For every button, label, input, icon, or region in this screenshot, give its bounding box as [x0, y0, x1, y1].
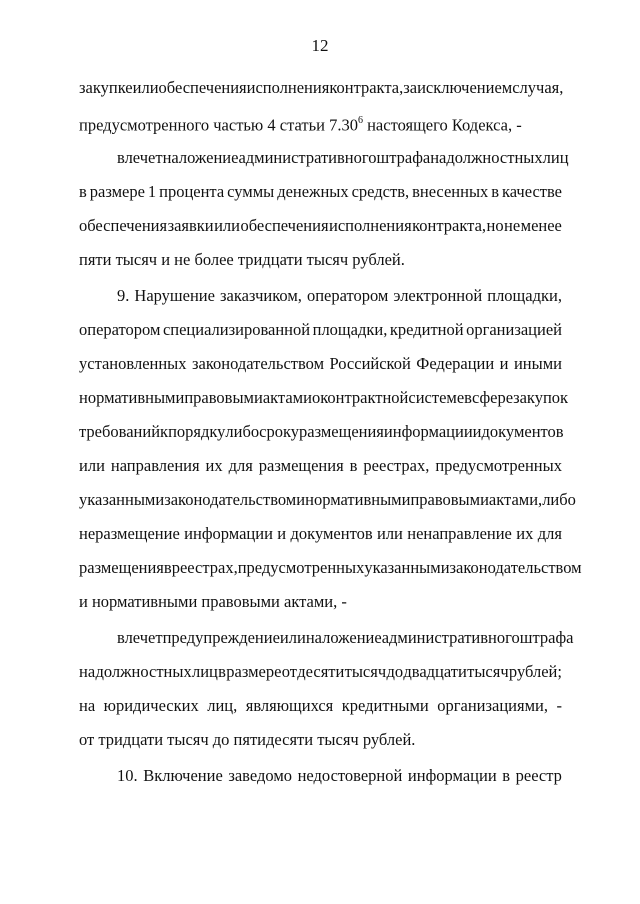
word: актами [262, 388, 312, 407]
word: заказчиком, [219, 286, 302, 305]
word: на [79, 696, 96, 715]
word: реестрах, [171, 558, 238, 577]
word: иными [513, 354, 562, 373]
word: контракта, [329, 78, 404, 97]
word: нормативными [79, 388, 185, 407]
word: кредитной [389, 320, 464, 339]
word: оператором [79, 320, 161, 339]
word: о [311, 388, 321, 407]
word: контрактной [320, 388, 409, 407]
text-line [117, 148, 569, 168]
word: ненаправление [407, 524, 512, 543]
word: случая, [512, 78, 564, 97]
word: установленных [79, 354, 187, 373]
word: или [376, 524, 403, 543]
word: в [79, 182, 87, 201]
word: документов [481, 422, 564, 441]
word: площадки, [487, 286, 562, 305]
word: лиц, [207, 696, 238, 715]
text-line [117, 766, 562, 786]
word: обеспечения [79, 216, 168, 235]
word: на [79, 662, 96, 681]
word: законодательством [449, 558, 582, 577]
word: предусмотренных [237, 558, 365, 577]
text-line [79, 388, 569, 408]
word: за [403, 78, 418, 97]
text-line [117, 286, 562, 306]
word: размещения [299, 422, 384, 441]
word: в [218, 662, 226, 681]
word: но [486, 216, 504, 235]
word: в [349, 456, 358, 475]
word: специализированной [162, 320, 311, 339]
word: десяти [297, 662, 345, 681]
word: 9. [117, 286, 130, 305]
word: размере [226, 662, 282, 681]
word: направления [110, 456, 200, 475]
word: в [502, 766, 511, 785]
word: рублей; [508, 662, 562, 681]
word: реестр [515, 766, 562, 785]
word: штрафа [519, 628, 574, 647]
word: тысяч [344, 662, 387, 681]
word: реестрах, [363, 456, 430, 475]
word: площадки, [312, 320, 388, 339]
word: электронной [393, 286, 483, 305]
word: размере [89, 182, 145, 201]
word: средств, [351, 182, 410, 201]
text-line [79, 182, 562, 202]
word: и [277, 524, 287, 543]
word: обеспечения [240, 216, 329, 235]
word: и [296, 490, 306, 509]
superscript: 6 [357, 115, 363, 126]
word: организациями, [437, 696, 548, 715]
text-line [79, 354, 562, 374]
word: закупке [79, 78, 133, 97]
word: указанными [364, 558, 450, 577]
word: от [281, 662, 297, 681]
word: и [499, 354, 509, 373]
word: наложение [162, 148, 239, 167]
line-text: и нормативными правовыми актами, - [79, 592, 347, 611]
text-line [79, 662, 562, 682]
word: денежных [277, 182, 349, 201]
word: двадцати [403, 662, 467, 681]
text-line [79, 320, 562, 340]
word: указанными [79, 490, 165, 509]
word: размещения [258, 456, 344, 475]
word: неразмещение [79, 524, 180, 543]
word: недостоверной [297, 766, 403, 785]
word: в [464, 388, 472, 407]
word: заведомо [228, 766, 293, 785]
word: контракта, [412, 216, 487, 235]
text-line [79, 730, 562, 750]
word: или [79, 456, 105, 475]
word: лиц [191, 662, 218, 681]
word: нормативными [305, 490, 411, 509]
word: исключением [417, 78, 513, 97]
word: должностных [446, 148, 543, 167]
word: исполнения [246, 78, 330, 97]
line-text: предусмотренного частью 4 статьи 7.30 [79, 115, 358, 135]
word: законодательством [191, 354, 325, 373]
word: кредитными [341, 696, 429, 715]
line-text: пяти тысяч и не более тридцати тысяч рублей. [79, 250, 405, 269]
word: Федерации [416, 354, 495, 373]
word: информации [383, 422, 473, 441]
word: заявки [167, 216, 214, 235]
text-line [79, 524, 562, 544]
word: влечет [117, 148, 163, 167]
word: на [430, 148, 447, 167]
word: законодательством [164, 490, 297, 509]
word: их [516, 524, 534, 543]
text-line [79, 112, 562, 136]
word: к [160, 422, 169, 441]
text-line [79, 456, 562, 476]
word: либо [225, 422, 260, 441]
text-line [79, 422, 562, 442]
word: и [472, 422, 482, 441]
word: исполнения [329, 216, 412, 235]
word: до [386, 662, 404, 681]
word: информации [184, 524, 273, 543]
text-line [79, 216, 562, 236]
word: Российской [329, 354, 411, 373]
word: для [537, 524, 562, 543]
word: документов [290, 524, 373, 543]
word: тысяч [467, 662, 509, 681]
word: или [214, 216, 240, 235]
word: административного [238, 148, 377, 167]
word: их [205, 456, 223, 475]
word: влечет [117, 628, 163, 647]
text-line [79, 558, 582, 578]
word: или [132, 78, 159, 97]
word: для [228, 456, 253, 475]
line-text: от тридцати тысяч до пятидесяти тысяч рублей. [79, 730, 416, 749]
word: - [556, 696, 562, 715]
text-line [79, 696, 562, 716]
word: оператором [306, 286, 389, 305]
word: правовыми [410, 490, 489, 509]
word: сфере [471, 388, 514, 407]
word: сроку [259, 422, 299, 441]
text-line [79, 250, 562, 270]
text-line [79, 490, 576, 510]
word: обеспечения [158, 78, 247, 97]
word: административного [381, 628, 520, 647]
word: лиц [542, 148, 569, 167]
word: размещения [79, 558, 164, 577]
word: предусмотренных [435, 456, 562, 475]
word: или [279, 628, 306, 647]
word: процента [159, 182, 225, 201]
word: требований [79, 422, 161, 441]
word: 10. [117, 766, 138, 785]
word: не [504, 216, 521, 235]
text-line [79, 78, 562, 98]
word: Нарушение [134, 286, 215, 305]
word: правовыми [184, 388, 263, 407]
word: штрафа [376, 148, 431, 167]
text-line [79, 592, 562, 612]
word: в [491, 182, 500, 201]
word: качестве [501, 182, 562, 201]
word: внесенных [412, 182, 489, 201]
word: являющихся [245, 696, 334, 715]
word: актами, [488, 490, 543, 509]
word: Включение [143, 766, 223, 785]
word: закупок [513, 388, 569, 407]
word: либо [542, 490, 576, 509]
word: предупреждение [162, 628, 280, 647]
word: порядку [168, 422, 226, 441]
word: организацией [466, 320, 562, 339]
word: в [163, 558, 172, 577]
word: суммы [227, 182, 275, 201]
word: информации [407, 766, 497, 785]
text-line [117, 628, 574, 648]
word: юридических [103, 696, 199, 715]
word: менее [520, 216, 562, 235]
page-number: 12 [311, 36, 329, 55]
word: системе [408, 388, 465, 407]
word: наложение [305, 628, 382, 647]
word: 1 [147, 182, 157, 201]
word: должностных [95, 662, 192, 681]
line-text: настоящего Кодекса, - [362, 115, 522, 135]
